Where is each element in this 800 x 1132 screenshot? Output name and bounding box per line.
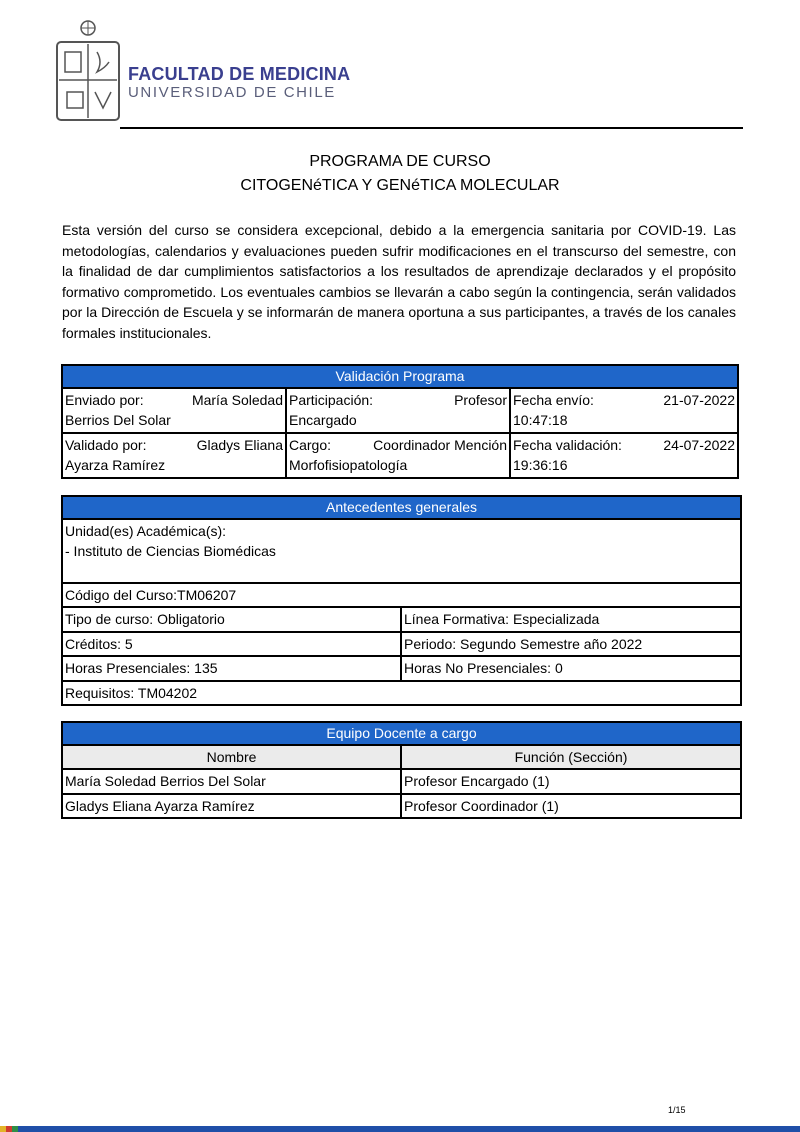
sent-by-label: Enviado por: xyxy=(65,391,144,408)
stripe-blue xyxy=(18,1126,800,1132)
column-header-name: Nombre xyxy=(62,745,401,770)
credits: Créditos: 5 xyxy=(62,632,401,657)
header-divider xyxy=(120,127,743,129)
member-role: Profesor Encargado (1) xyxy=(401,769,741,794)
validation-table xyxy=(61,364,739,479)
participation-cell xyxy=(286,388,510,433)
requirements: Requisitos: TM04202 xyxy=(62,681,741,706)
academic-units-cell xyxy=(62,519,741,583)
page-number: 1/15 xyxy=(668,1105,686,1115)
teaching-team-table xyxy=(61,721,742,819)
validated-by-cell xyxy=(62,433,286,478)
logo-faculty-name: FACULTAD DE MEDICINA xyxy=(128,64,351,84)
academic-units-value: - Instituto de Ciencias Biomédicas xyxy=(65,543,276,559)
course-code: Código del Curso:TM06207 xyxy=(62,583,741,608)
sent-date: 21-07-2022 xyxy=(663,391,736,408)
role-label: Cargo: xyxy=(289,436,332,453)
sent-by-cell xyxy=(62,388,286,433)
sent-date-cell xyxy=(510,388,738,433)
sent-by-rest: Berrios Del Solar xyxy=(65,412,171,428)
sent-time: 10:47:18 xyxy=(513,412,568,428)
validation-date-cell xyxy=(510,433,738,478)
role-first: Coordinador Mención xyxy=(373,436,507,453)
role-rest: Morfofisiopatología xyxy=(289,457,408,473)
general-info-table xyxy=(61,495,742,706)
period: Periodo: Segundo Semestre año 2022 xyxy=(401,632,741,657)
course-title: CITOGENéTICA Y GENéTICA MOLECULAR xyxy=(240,177,560,194)
team-heading: Equipo Docente a cargo xyxy=(62,722,741,745)
university-seal-logo xyxy=(55,18,121,122)
hours-in-person: Horas Presenciales: 135 xyxy=(62,656,401,681)
sent-date-label: Fecha envío: xyxy=(513,391,594,408)
validated-by-rest: Ayarza Ramírez xyxy=(65,457,166,473)
validation-date: 24-07-2022 xyxy=(663,436,736,453)
table-row xyxy=(62,794,741,819)
hours-remote: Horas No Presenciales: 0 xyxy=(401,656,741,681)
participation-label: Participación: xyxy=(289,391,374,408)
validated-by-first: Gladys Eliana xyxy=(196,436,283,453)
validation-heading: Validación Programa xyxy=(62,365,738,388)
footer-color-stripe xyxy=(0,1126,800,1132)
logo-university-name: UNIVERSIDAD DE CHILE xyxy=(128,84,336,101)
sent-by-first: María Soledad xyxy=(191,391,283,408)
column-header-role: Función (Sección) xyxy=(401,745,741,770)
participation-rest: Encargado xyxy=(289,412,357,428)
member-role: Profesor Coordinador (1) xyxy=(401,794,741,819)
academic-units-label: Unidad(es) Académica(s): xyxy=(65,522,227,539)
validated-by-label: Validado por: xyxy=(65,436,147,453)
validation-time: 19:36:16 xyxy=(513,457,568,473)
document-title: PROGRAMA DE CURSO xyxy=(309,153,491,170)
validation-date-label: Fecha validación: xyxy=(513,436,622,453)
table-row xyxy=(62,769,741,794)
course-type: Tipo de curso: Obligatorio xyxy=(62,607,401,632)
member-name: María Soledad Berrios Del Solar xyxy=(62,769,401,794)
formative-line: Línea Formativa: Especializada xyxy=(401,607,741,632)
intro-paragraph: Esta versión del curso se considera excepcional, debido a la emergencia sanitaria por COVID-19. Las metodologías, calendarios y evaluaciones pueden sufrir modificaciones en el transcurso del semestre, con la finalidad de dar cumplimientos satisfactorios a los resultados de aprendizaje declarados y el propósito formativo comprometido. Los eventuales cambios se llevarán a cabo según la contingencia, serán validados por la Dirección de Escuela y se informarán de manera oportuna a sus participantes, a través de los canales formales institucionales. xyxy=(62,222,736,341)
member-name: Gladys Eliana Ayarza Ramírez xyxy=(62,794,401,819)
general-heading: Antecedentes generales xyxy=(62,496,741,519)
role-cell xyxy=(286,433,510,478)
participation-first: Profesor xyxy=(454,391,507,408)
